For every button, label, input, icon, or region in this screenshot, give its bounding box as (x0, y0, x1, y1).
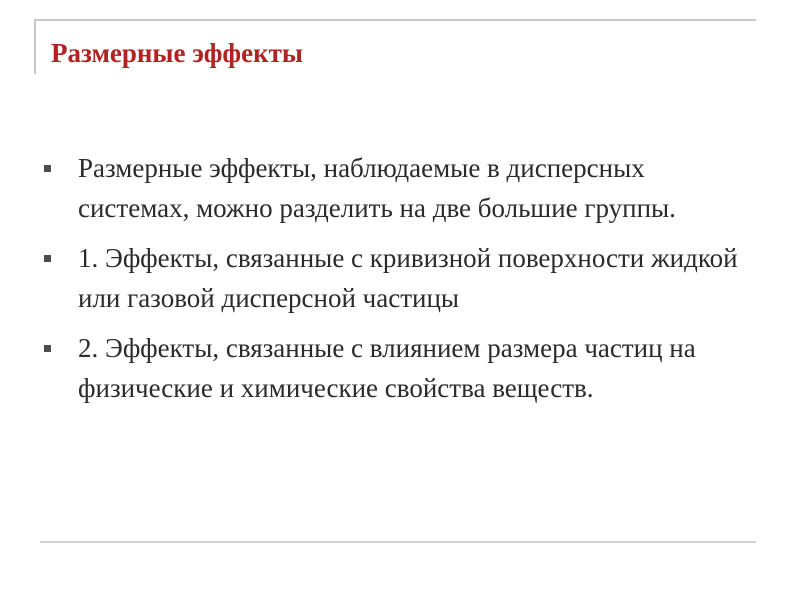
square-bullet-icon (44, 165, 51, 172)
bullet-list (44, 148, 744, 418)
bottom-divider (40, 541, 756, 543)
bullet-item-2 (44, 238, 744, 318)
bullet-text: 1. Эффекты, связанные с кривизной поверхности жидкой или газовой дисперсной частицы (78, 243, 738, 313)
bullet-text: 2. Эффекты, связанные с влиянием размера частиц на физические и химические свойства веществ. (78, 333, 696, 403)
square-bullet-icon (44, 345, 51, 352)
bullet-text: Размерные эффекты, наблюдаемые в дисперсных системах, можно разделить на две большие группы. (78, 153, 676, 223)
slide-title: Размерные эффекты (51, 38, 303, 68)
square-bullet-icon (44, 255, 51, 262)
top-divider (34, 19, 756, 21)
bullet-item-3 (44, 328, 744, 408)
left-divider (34, 19, 36, 74)
bullet-item-1 (44, 148, 744, 228)
